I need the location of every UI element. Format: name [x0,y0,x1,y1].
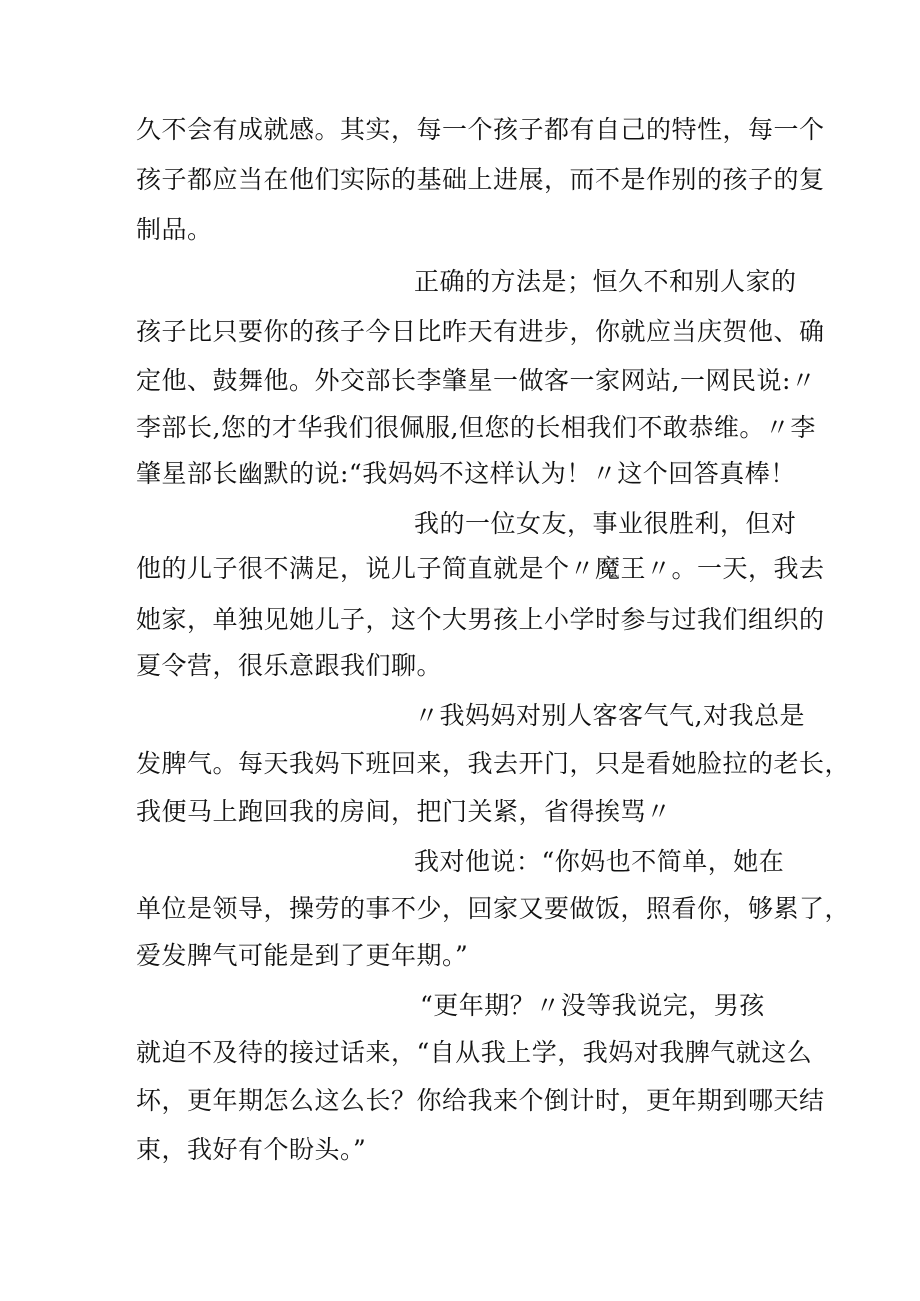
text-line: 李部长,您的才华我们很佩服,但您的长相我们不敢恭维。〃李 [136,413,816,442]
text-line: 就迫不及待的接过话来，“自从我上学，我妈对我脾气就这么 [136,1038,813,1067]
text-line: 发脾气。每天我妈下班回来，我去开门，只是看她脸拉的老长， [136,749,851,778]
text-line: 孩子都应当在他们实际的基础上进展，而不是作别的孩子的复 [136,165,825,194]
text-line: 爱发脾气可能是到了更年期。” [136,941,469,970]
text-line: 单位是领导，操劳的事不少，回家又要做饭，照看你，够累了， [136,894,851,923]
text-line: 孩子比只要你的孩子今日比昨天有进步，你就应当庆贺他、确 [136,317,825,346]
text-line: “更年期？〃没等我说完，男孩 [420,991,765,1020]
text-line: 我对他说：“你妈也不简单，她在 [414,847,785,876]
text-line: 坏，更年期怎么这么长？你给我来个倒计时，更年期到哪天结 [136,1086,825,1115]
text-line: 〃我妈妈对别人客客气气,对我总是 [414,701,805,730]
text-line: 他的儿子很不满足，说儿子简直就是个〃魔王〃。一天，我去 [136,554,825,583]
text-line: 束，我好有个盼头。” [136,1135,367,1164]
text-line: 肇星部长幽默的说:“我妈妈不这样认为！〃这个回答真棒！ [136,459,796,488]
text-line: 正确的方法是；恒久不和别人家的 [414,267,797,296]
text-line: 定他、鼓舞他。外交部长李肇星一做客一家网站,一网民说:〃 [136,366,817,395]
text-line: 我的一位女友，事业很胜利，但对 [414,509,797,538]
text-line: 久不会有成就感。其实，每一个孩子都有自己的特性，每一个 [136,115,825,144]
text-line: 我便马上跑回我的房间，把门关紧，省得挨骂〃 [136,797,672,826]
text-line: 制品。 [136,215,213,244]
text-line: 她家，单独见她儿子，这个大男孩上小学时参与过我们组织的 [136,605,825,634]
text-line: 夏令营，很乐意跟我们聊。 [136,651,443,680]
